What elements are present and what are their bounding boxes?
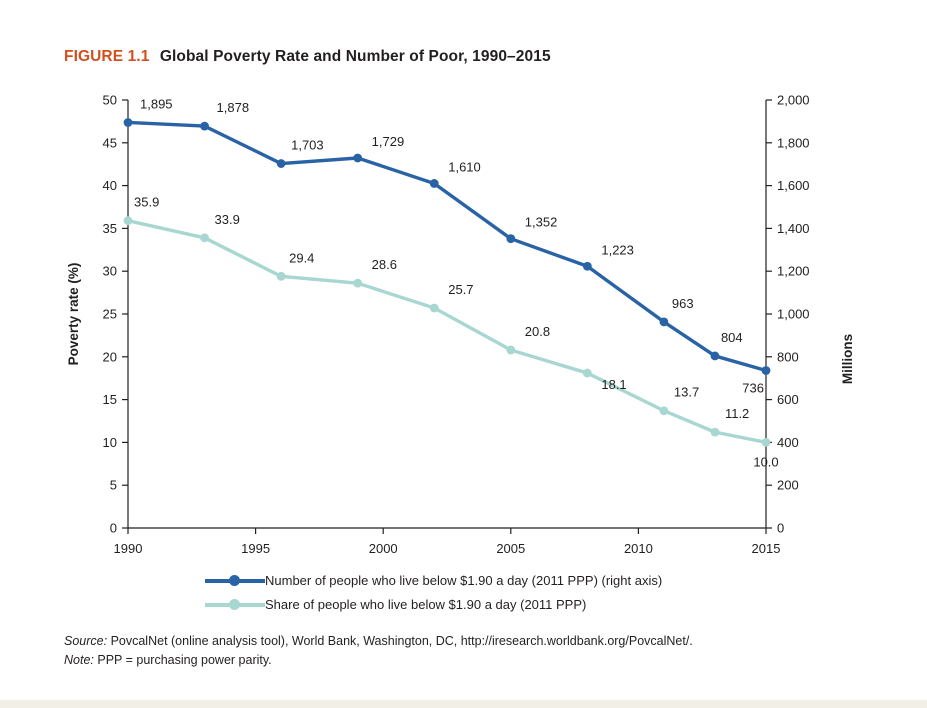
figure-title-text: Global Poverty Rate and Number of Poor, 1990–2015 [159,48,551,65]
svg-text:804: 804 [720,329,743,345]
svg-text:10.0: 10.0 [753,454,779,470]
svg-text:1,352: 1,352 [524,214,558,230]
figure-label: FIGURE 1.1 [64,48,150,65]
svg-text:963: 963 [671,295,694,311]
legend-item [205,592,805,616]
svg-text:1,703: 1,703 [291,137,324,153]
note-label: Note: [64,653,94,668]
footnotes [64,632,693,671]
source-text: PovcalNet (online analysis tool), World Bank, Washington, DC, http://iresearch.worldbank.org/PovcalNet/. [107,634,693,648]
svg-text:1,223: 1,223 [601,242,634,258]
svg-text:1,800: 1,800 [777,135,810,151]
svg-text:200: 200 [777,477,799,493]
legend-swatch-share [205,596,265,612]
source-line [64,632,693,651]
svg-text:1,729: 1,729 [371,133,405,149]
svg-text:1,400: 1,400 [777,220,810,236]
svg-text:1995: 1995 [241,541,271,556]
svg-text:1,200: 1,200 [777,263,810,279]
svg-text:1,000: 1,000 [777,306,810,322]
legend-label-share: Share of people who live below $1.90 a day (2011 PPP) [265,596,587,612]
svg-text:45: 45 [102,135,117,151]
legend-label-number: Number of people who live below $1.90 a day (2011 PPP) (right axis) [265,572,663,588]
svg-text:1,600: 1,600 [777,178,810,194]
svg-text:1,878: 1,878 [216,100,250,116]
svg-text:20.8: 20.8 [524,323,551,339]
note-text: PPP = purchasing power parity. [93,653,272,668]
svg-text:800: 800 [777,349,799,365]
svg-text:Poverty rate (%): Poverty rate (%) [66,262,81,366]
source-label: Source: [64,634,108,648]
svg-text:Millions: Millions [840,333,855,385]
svg-text:1,895: 1,895 [140,96,173,112]
svg-text:13.7: 13.7 [673,384,700,400]
svg-text:2015: 2015 [751,541,781,556]
svg-text:0: 0 [777,520,785,536]
page-bottom-rule [0,700,927,708]
chart-legend [205,568,805,616]
svg-text:15: 15 [102,392,117,408]
svg-text:50: 50 [102,92,117,108]
svg-text:30: 30 [102,263,117,279]
svg-text:33.9: 33.9 [214,211,240,227]
page-title [64,48,551,66]
svg-text:20: 20 [102,349,117,365]
legend-swatch-number [205,572,265,588]
svg-text:5: 5 [109,477,117,493]
svg-text:2000: 2000 [368,541,398,556]
svg-text:29.4: 29.4 [289,250,315,266]
svg-text:1990: 1990 [113,541,143,556]
chart-container [0,80,927,560]
note-line [64,651,693,670]
svg-text:1,610: 1,610 [448,159,481,175]
svg-text:11.2: 11.2 [724,406,750,422]
svg-text:18.1: 18.1 [601,377,627,393]
svg-text:25: 25 [102,306,117,322]
svg-text:2,000: 2,000 [777,92,810,108]
svg-text:25.7: 25.7 [448,282,474,298]
legend-item [205,568,805,592]
svg-text:35: 35 [102,220,117,236]
line-chart [0,80,927,560]
svg-text:10: 10 [102,434,117,450]
svg-text:600: 600 [777,392,799,408]
svg-text:40: 40 [102,178,117,194]
svg-text:400: 400 [777,434,799,450]
svg-text:2010: 2010 [623,541,653,556]
svg-text:736: 736 [742,380,764,396]
svg-text:2005: 2005 [496,541,526,556]
svg-text:0: 0 [109,520,117,536]
svg-text:35.9: 35.9 [134,194,160,210]
svg-text:28.6: 28.6 [371,257,397,273]
